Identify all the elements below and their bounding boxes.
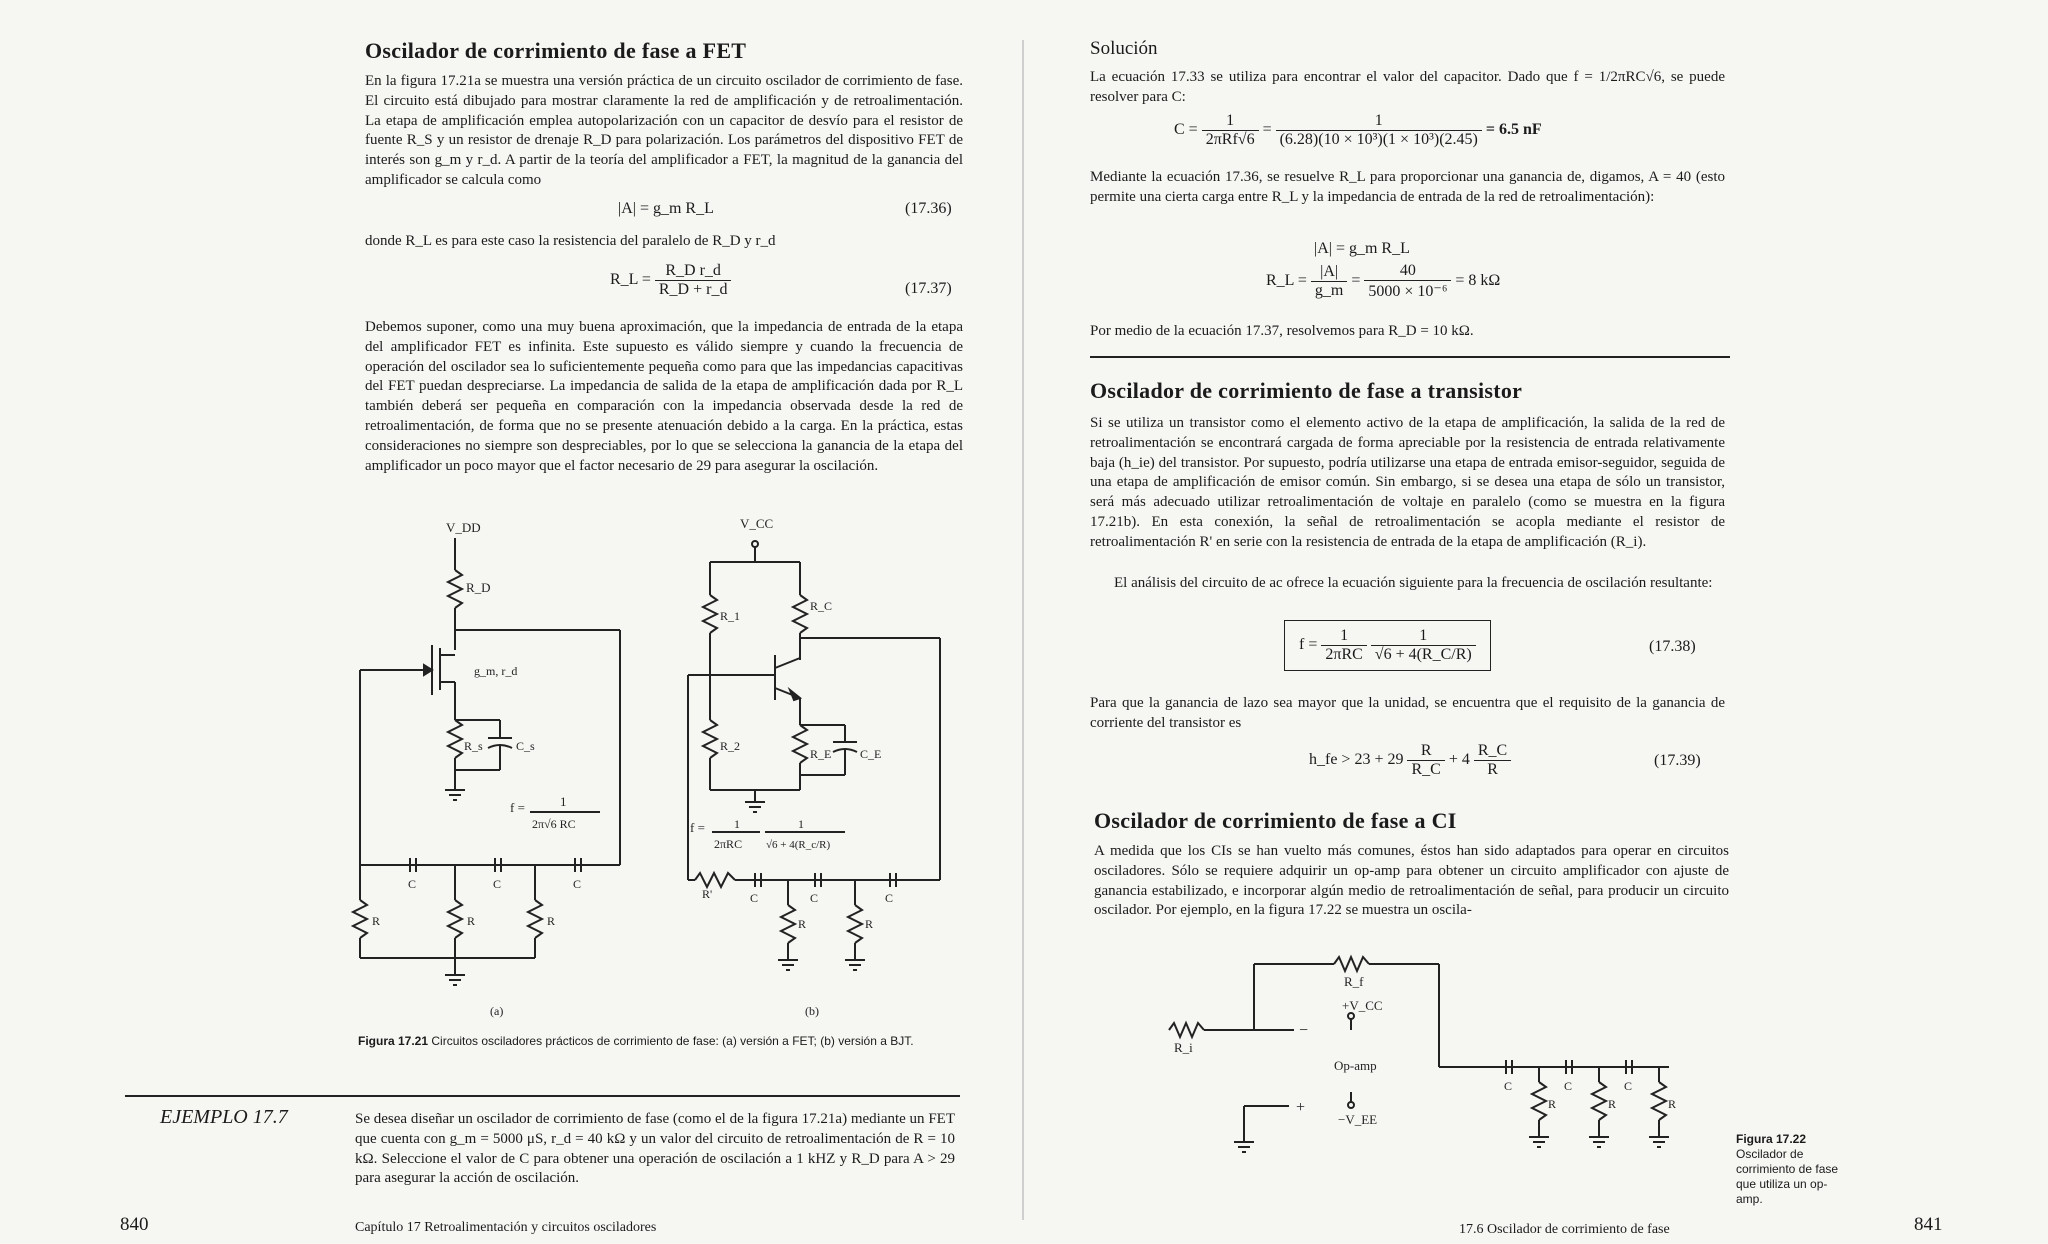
caption-label: Figura 17.22 <box>1736 1132 1807 1146</box>
c-eq-n1: 1 <box>1202 112 1259 131</box>
equation-number: (17.37) <box>905 280 952 297</box>
page-number-right: 841 <box>1914 1214 1943 1235</box>
vcc-opamp-label: +V_CC <box>1342 998 1383 1013</box>
where-text: donde R_L es para este caso la resistencia del paralelo de R_D y r_d <box>365 233 776 249</box>
vcc-label: V_CC <box>740 516 774 531</box>
r1-label: R <box>372 914 381 928</box>
re-label: R_E <box>810 747 832 761</box>
eq4-n1: R <box>1407 742 1444 761</box>
figure-17-21-caption <box>358 1034 978 1048</box>
equation-17-36: |A| = g_m R_L <box>618 200 714 217</box>
fet-circuit <box>353 520 620 1018</box>
r1-opamp-label: R <box>1548 1097 1557 1111</box>
ri-label: R_i <box>1174 1040 1193 1055</box>
cb3-label: C <box>885 891 894 905</box>
c-eq-lhs: C = <box>1174 121 1198 139</box>
rl-eq-frac2 <box>1364 262 1451 301</box>
caption-text: Circuitos osciladores prácticos de corrimiento de fase: (a) versión a FET; (b) versión a BJT. <box>431 1034 914 1048</box>
rl-eq-frac1 <box>1311 263 1347 300</box>
r3-opamp-label: R <box>1668 1097 1677 1111</box>
paragraph-transistor: Si se utiliza un transistor como el elemento activo de la etapa de amplificación, la salida de la red de retroalimentación se encontrará cargada de forma apreciable por la resistencia de entrada relativamente baja (h_ie) del transistor. Por supuesto, podría utilizarse una etapa de entrada emisor-seguidor, seguida de una etapa de amplificación de emisor común. Sin embargo, si se desea una etapa de sólo un transistor, será más adecuado utilizar retroalimentación de voltaje en paralelo (como se muestra en la figura 17.21b). En esta conexión, la señal de retroalimentación se acopla mediante el resistor de retroalimentación R' en serie con la resistencia de entrada de la etapa de amplificación (R_i). <box>1090 415 1725 550</box>
rl-eq-n1: |A| <box>1311 263 1347 282</box>
paragraph-intro: En la figura 17.21a se muestra una versión práctica de un circuito oscilador de corrimiento de fase. El circuito está dibujado para mostrar claramente la red de amplificación y de retroalimentación. La etapa de amplificación emplea autopolarización con un capacitor de desvío para el resistor de fuente R_S y un resistor de drenaje R_D para polarización. Los parámetros del dispositivo FET de interés son g_m y r_d. A partir de la teoría del amplificador a FET, la magnitud de la ganancia del amplificador se calcula como <box>365 73 963 188</box>
fb-den1: 2πRC <box>714 837 743 851</box>
rb1-label: R <box>798 917 807 931</box>
c-eq-result: = 6.5 nF <box>1485 121 1542 139</box>
paragraph-analysis: El análisis del circuito de ac ofrece la ecuación siguiente para la frecuencia de oscilación resultante: <box>1114 575 1713 591</box>
rd-label: R_D <box>466 580 491 595</box>
c-eq-n2: 1 <box>1276 112 1482 131</box>
c1-label: C <box>408 877 417 891</box>
rs-label: R_s <box>464 739 483 753</box>
solution-title: Solución <box>1090 38 1158 59</box>
paragraph-ci: A medida que los CIs se han vuelto más comunes, éstos han sido adaptados para operar en circuitos osciladores. Sólo se requiere adquirir un op-amp para obtener un circuito amplificador con ajuste de ganancia estabilizado, e incorporar algún medio de retroalimentación de señal, para producir un circuito oscilador. Por ejemplo, en la figura 17.22 se muestra un oscila- <box>1094 843 1729 919</box>
vdd-label: V_DD <box>446 520 481 535</box>
rl-eq-equals: = <box>1351 272 1361 290</box>
c-eq-frac1 <box>1202 112 1259 149</box>
eq-lhs: R_L = <box>610 271 651 289</box>
solution-text-3: Por medio de la ecuación 17.37, resolvemos para R_D = 10 kΩ. <box>1090 323 1474 339</box>
equation-17-37 <box>610 262 731 299</box>
eq3-d2: √6 + 4(R_C/R) <box>1374 646 1472 663</box>
c2-label: C <box>493 877 502 891</box>
c2-opamp-label: C <box>1564 1079 1573 1093</box>
equation-17-39 <box>1309 742 1511 779</box>
cs-label: C_s <box>516 739 535 753</box>
solution-text-2: Mediante la ecuación 17.36, se resuelve R_L para proporcionar una ganancia de, digamos, A = 40 (esto permite una cierta carga entre R_L y la impedancia de entrada de la red de retroalimentación): <box>1090 169 1725 205</box>
right-page <box>1024 0 2048 1244</box>
equation-number: (17.36) <box>905 200 952 217</box>
eq4-plus: + 4 <box>1448 751 1470 769</box>
c-eq-d2: (6.28)(10 × 10³)(1 × 10³)(2.45) <box>1279 131 1478 148</box>
plus-input-label: + <box>1296 1099 1306 1116</box>
f-formula-num: 1 <box>560 794 567 809</box>
minus-input-label: − <box>1299 1022 1309 1039</box>
equation-17-38 <box>1284 620 1491 671</box>
eq4-n2: R_C <box>1474 742 1511 761</box>
capacitor-equation <box>1174 112 1542 149</box>
f-formula-lhs: f = <box>510 800 525 815</box>
rl-eq-line1: |A| = g_m R_L <box>1314 240 1410 257</box>
bjt-circuit <box>688 516 940 1018</box>
c3-opamp-label: C <box>1624 1079 1633 1093</box>
rl-eq-result: = 8 kΩ <box>1455 272 1501 290</box>
r2-bjt-label: R_2 <box>720 739 741 753</box>
eq4-d2: R <box>1487 761 1498 778</box>
rl-eq-n2: 40 <box>1364 262 1451 281</box>
cb2-label: C <box>810 891 819 905</box>
section-title-transistor: Oscilador de corrimiento de fase a transistor <box>1090 378 1523 403</box>
figure-17-21-circuits <box>350 510 970 1030</box>
fb-lhs: f = <box>690 820 705 835</box>
eq3-n1: 1 <box>1321 627 1366 646</box>
footer-right: 17.6 Oscilador de corrimiento de fase <box>1459 1222 1670 1237</box>
eq-numerator: R_D r_d <box>655 262 732 281</box>
c3-label: C <box>573 877 582 891</box>
eq4-lhs: h_fe > 23 + 29 <box>1309 751 1404 769</box>
rl-equation <box>1266 262 1500 301</box>
caption-label: Figura 17.21 <box>358 1034 429 1048</box>
eq-denominator: R_D + r_d <box>658 281 728 298</box>
c-eq-equals: = <box>1262 121 1272 139</box>
figure-b-label: (b) <box>805 1004 819 1018</box>
eq-fraction <box>655 262 732 299</box>
rl-eq-d1: g_m <box>1314 282 1344 299</box>
page-number-left: 840 <box>120 1214 149 1235</box>
gm-rd-label: g_m, r_d <box>474 664 518 678</box>
example-text: Se desea diseñar un oscilador de corrimiento de fase (como el de la figura 17.21a) mediante un FET que cuenta con g_m = 5000 μS, r_d = 40 kΩ y un valor del circuito de retroalimentación de R = 10 kΩ. Seleccione el valor de C para obtener una operación de oscilación a 1 kHZ y R_D para A > 29 para asegurar la acción de oscilación. <box>355 1111 955 1187</box>
figure-17-22-opamp <box>1134 952 1694 1172</box>
figure-17-22-caption <box>1736 1132 1846 1207</box>
caption-text: Oscilador de corrimiento de fase que utiliza un op-amp. <box>1736 1147 1839 1206</box>
eq4-frac1 <box>1407 742 1444 779</box>
footer-left: Capítulo 17 Retroalimentación y circuitos osciladores <box>355 1220 657 1235</box>
vee-label: −V_EE <box>1338 1112 1378 1127</box>
f-formula-den: 2π√6 RC <box>532 817 576 831</box>
eq3-d1: 2πRC <box>1325 646 1363 663</box>
eq4-frac2 <box>1474 742 1511 779</box>
example-label: EJEMPLO 17.7 <box>160 1106 288 1128</box>
fb-num2: 1 <box>798 817 804 831</box>
fb-num1: 1 <box>734 817 740 831</box>
eq3-lhs: f = <box>1299 636 1318 654</box>
cb1-label: C <box>750 891 759 905</box>
paragraph-gain: Para que la ganancia de lazo sea mayor que la unidad, se encuentra que el requisito de la ganancia de corriente del transistor es <box>1090 695 1725 731</box>
eq3-frac2 <box>1371 627 1476 664</box>
section-title-fet: Oscilador de corrimiento de fase a FET <box>365 38 747 63</box>
r2-opamp-label: R <box>1608 1097 1617 1111</box>
r1-bjt-label: R_1 <box>720 609 741 623</box>
eq3-frac1 <box>1321 627 1366 664</box>
r3-label: R <box>547 914 556 928</box>
solution-text-1: La ecuación 17.33 se utiliza para encontrar el valor del capacitor. Dado que f = 1/2πRC√6, se puede resolver para C: <box>1090 69 1725 105</box>
section-rule <box>1090 356 1730 358</box>
rb2-label: R <box>865 917 874 931</box>
c1-opamp-label: C <box>1504 1079 1513 1093</box>
c-eq-frac2 <box>1276 112 1482 149</box>
fb-den2: √6 + 4(R_c/R) <box>766 839 831 851</box>
rf-label: R_f <box>1344 974 1364 989</box>
eq4-d1: R_C <box>1411 761 1441 778</box>
rprime-label: R' <box>702 887 713 901</box>
rl-eq-lhs: R_L = <box>1266 272 1307 290</box>
equation-number: (17.39) <box>1654 752 1701 769</box>
eq3-n2: 1 <box>1371 627 1476 646</box>
section-title-ci: Oscilador de corrimiento de fase a CI <box>1094 808 1457 833</box>
c-eq-d1: 2πRf√6 <box>1205 131 1255 148</box>
example-rule <box>125 1095 960 1097</box>
rc-label: R_C <box>810 599 833 613</box>
figure-a-label: (a) <box>490 1004 504 1018</box>
opamp-label: Op-amp <box>1334 1058 1377 1073</box>
equation-number: (17.38) <box>1649 638 1696 655</box>
paragraph-assumptions: Debemos suponer, como una muy buena aproximación, que la impedancia de entrada de la etapa del amplificador FET es infinita. Este supuesto es válido siempre y cuando la frecuencia de operación del oscilador sea lo suficientemente pequeña como para que las impedancias capacitivas del FET puedan despreciarse. La impedancia de salida de la etapa de amplificación dada por R_L también deberá ser pequeña en comparación con la impedancia observada desde la red de retroalimentación, de forma que no se presente atenuación debido a la carga. En la práctica, estas consideraciones no siempre son despreciables, por lo que se selecciona la ganancia de la etapa del amplificador un poco mayor que el factor necesario de 29 para asegurar la oscilación. <box>365 319 963 474</box>
r2-label: R <box>467 914 476 928</box>
rl-eq-d2: 5000 × 10⁻⁶ <box>1368 283 1448 300</box>
ce-label: C_E <box>860 747 882 761</box>
